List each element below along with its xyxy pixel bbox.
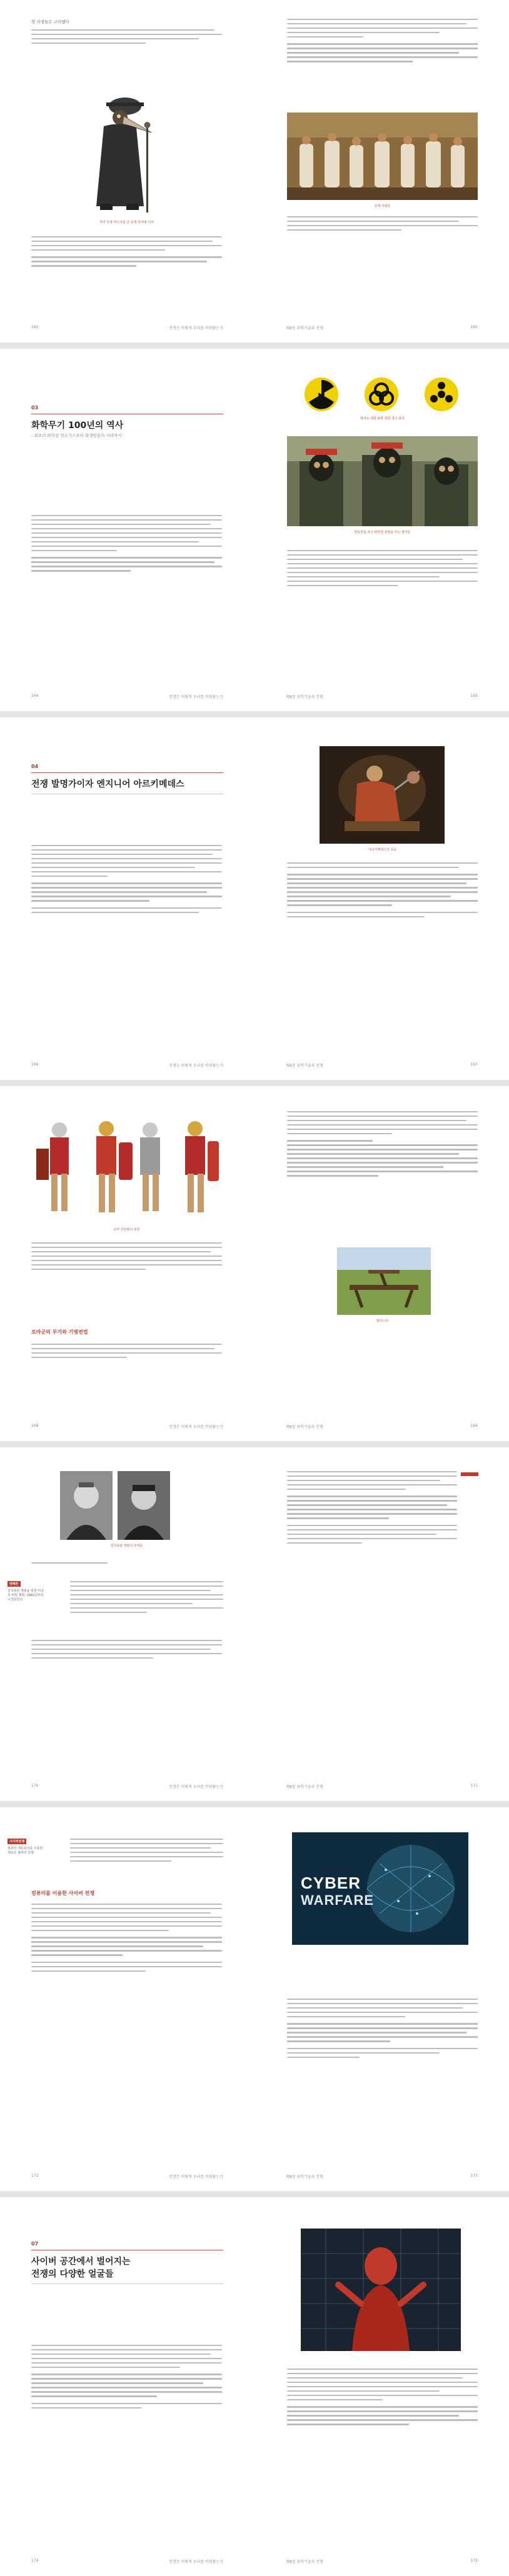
caption: 발리스타	[376, 1319, 389, 1323]
body-text	[287, 1111, 478, 1182]
page-footer: 제8장 과학기술과 전쟁 169	[286, 1424, 478, 1429]
body-text	[31, 845, 222, 919]
spread-5	[0, 1447, 509, 1801]
body-text	[31, 1904, 222, 1977]
body-text	[287, 550, 478, 592]
page-left	[0, 717, 255, 1080]
chemical-hazard-symbol	[425, 377, 458, 411]
body-text	[70, 1581, 223, 1619]
caption: 방독면을 쓰고 화학전 훈련을 하는 병사들	[354, 531, 411, 534]
biohazard-symbol	[365, 377, 398, 411]
body-text	[287, 2369, 478, 2431]
cyber-title-2: WARFARE	[301, 1892, 374, 1908]
roman-soldiers-illustration	[31, 1111, 222, 1224]
page-left	[0, 349, 255, 711]
chapter-title: 전쟁 발명가이자 엔지니어 아르키메데스	[31, 779, 184, 789]
page-footer: 제8장 과학기술과 전쟁 173	[286, 2174, 478, 2179]
page-footer: 제8장 과학기술과 전쟁 167	[286, 1062, 478, 1068]
chapter-title-line-2: 전쟁의 다양한 얼굴들	[31, 2269, 114, 2279]
page-left	[0, 0, 255, 342]
body-text	[31, 1562, 222, 1569]
page-footer: 166 전쟁은 어떻게 우리를 바꿔왔는가	[31, 1062, 223, 1068]
page-footer: 164 전쟁은 어떻게 우리를 바꿔왔는가	[31, 694, 223, 699]
side-note: 맨해튼 원자폭탄 개발을 위한 미국의 비밀 계획. 1942년부터 시작되었다.	[8, 1582, 44, 1602]
body-text	[31, 236, 222, 272]
caption: 부리 모양 마스크를 쓴 중세 흑사병 의사	[99, 221, 154, 224]
body-text	[287, 862, 478, 923]
gas-mask-soldiers-photo	[287, 436, 478, 526]
page-right	[254, 717, 509, 1080]
medieval-painting	[287, 112, 478, 200]
page-right	[254, 0, 509, 342]
body-text	[287, 216, 478, 236]
page-left	[0, 1086, 255, 1441]
spread-7	[0, 2197, 509, 2576]
body-text	[287, 19, 478, 68]
caption: 방사능·생물·화학 위험 경고 표지	[360, 417, 405, 421]
body-text	[287, 1999, 478, 2064]
margin-tag	[461, 1472, 478, 1476]
spread-2	[0, 349, 509, 711]
body-text	[31, 1344, 222, 1364]
cyber-title-1: CYBER	[301, 1874, 361, 1892]
chapter-number: 03	[31, 405, 39, 411]
spread-4	[0, 1086, 509, 1441]
page-left	[0, 2197, 255, 2576]
page-footer: 제8장 과학기술과 전쟁 175	[286, 2559, 478, 2564]
page-right	[254, 1807, 509, 2191]
caption: 아르키메데스의 죽음	[368, 848, 397, 852]
subheading: 컴퓨터를 이용한 사이버 전쟁	[31, 1890, 95, 1896]
caption: 중세 사람들	[374, 204, 391, 208]
body-text	[287, 1471, 457, 1549]
page-footer: 제8장 과학기술과 전쟁 165	[286, 325, 478, 331]
archimedes-painting	[320, 746, 445, 844]
ballista-photo	[337, 1247, 431, 1315]
body-text	[31, 515, 222, 577]
chapter-title: 화학무기 100년의 역사	[31, 421, 124, 431]
caption: 로마 군단병의 복장	[113, 1228, 140, 1232]
page-left	[0, 1807, 255, 2191]
page-left	[0, 1447, 255, 1801]
digital-figure-image	[301, 2229, 461, 2351]
chapter-number: 07	[31, 2241, 39, 2247]
page-footer: 제8장 과학기술과 전쟁 165	[286, 694, 478, 699]
page-footer: 168 전쟁은 어떻게 우리를 바꿔왔는가	[31, 1424, 223, 1429]
chapter-subtitle: - 최초의 화학전 염소가스부터 화생방전의 시대까지	[31, 433, 122, 438]
page-footer: 174 전쟁은 어떻게 우리를 바꿔왔는가	[31, 2559, 223, 2564]
spread-1	[0, 0, 509, 342]
spread-6	[0, 1807, 509, 2191]
radiation-symbol	[305, 377, 338, 411]
body-text	[70, 1839, 223, 1867]
cyber-warfare-image	[292, 1832, 468, 1945]
scientist-portraits	[60, 1471, 170, 1540]
page-right	[254, 2197, 509, 2576]
body-text	[31, 1242, 222, 1276]
page-right	[254, 1086, 509, 1441]
plague-doctor-illustration	[81, 81, 169, 216]
body-text	[31, 19, 222, 49]
body-text	[31, 2345, 222, 2414]
page-right	[254, 349, 509, 711]
top-text: 형 의생들은 고러했다	[31, 19, 69, 24]
subheading: 로마군의 무기와 기병전법	[31, 1329, 88, 1335]
page-right	[254, 1447, 509, 1801]
body-text	[31, 1640, 222, 1664]
page-footer: 172 전쟁은 어떻게 우리를 바꿔왔는가	[31, 2174, 223, 2179]
page-footer: 162 전쟁은 어떻게 우리를 바꿔왔는가	[31, 325, 223, 331]
spread-3	[0, 717, 509, 1080]
chapter-title-line-1: 사이버 공간에서 벌어지는	[31, 2257, 131, 2267]
caption: 원자폭탄 개발의 주역들	[110, 1544, 143, 1548]
page-footer: 제8장 과학기술과 전쟁 171	[286, 1784, 478, 1789]
side-note: 사이버전쟁 컴퓨터 네트워크를 이용한 새로운 형태의 전쟁	[8, 1840, 43, 1855]
page-footer: 170 전쟁은 어떻게 우리를 바꿔왔는가	[31, 1784, 223, 1789]
chapter-number: 04	[31, 764, 39, 769]
